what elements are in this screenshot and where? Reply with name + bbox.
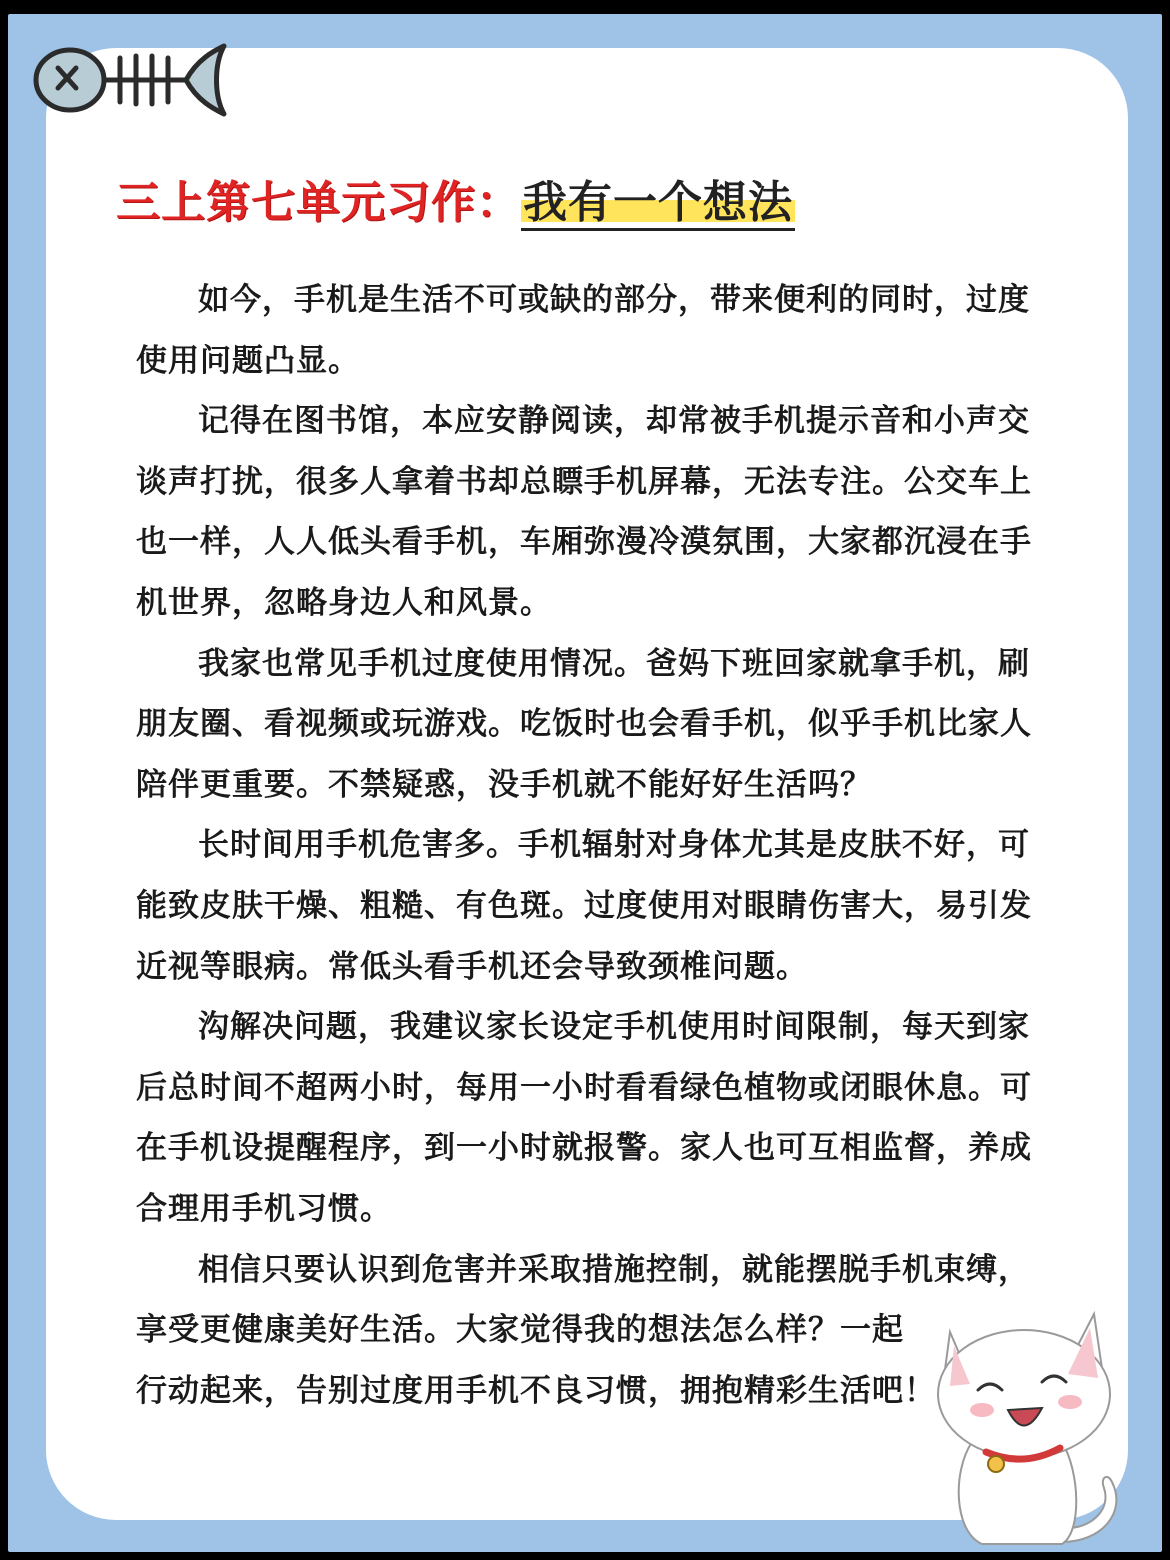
paragraph-2: 记得在图书馆，本应安静阅读，却常被手机提示音和小声交谈声打扰，很多人拿着书却总瞟手机屏幕，无法专注。公交车上也一样，人人低头看手机，车厢弥漫冷漠氛围，大家都沉浸在手机世界，忽略身边人和风景。 bbox=[136, 403, 1032, 621]
paragraph-5: 沟解决问题，我建议家长设定手机使用时间限制，每天到家后总时间不超两小时，每用一小时看看绿色植物或闭眼休息。可在手机设提醒程序，到一小时就报警。家人也可互相监督，养成合理用手机习惯。 bbox=[136, 1009, 1032, 1227]
title-highlight: 我有一个想法 bbox=[521, 177, 795, 231]
paragraph-6-line-1: 相信只要认识到危害并采取措施控制，就能摆脱手机束缚， bbox=[198, 1251, 1030, 1288]
paragraph-3: 我家也常见手机过度使用情况。爸妈下班回家就拿手机，刷朋友圈、看视频或玩游戏。吃饭时也会看手机，似乎手机比家人陪伴更重要。不禁疑惑，没手机就不能好好生活吗？ bbox=[136, 645, 1032, 803]
page-frame bbox=[8, 14, 1162, 1552]
page-title bbox=[116, 170, 795, 240]
cat-illustration bbox=[912, 1292, 1132, 1554]
paragraph-6-line-3: 行动起来，告别过度用手机不良习惯，拥抱精彩生活吧！ bbox=[136, 1372, 936, 1409]
paragraph-4: 长时间用手机危害多。手机辐射对身体尤其是皮肤不好，可能致皮肤干燥、粗糙、有色斑。过度使用对眼睛伤害大，易引发近视等眼病。常低头看手机还会导致颈椎问题。 bbox=[136, 827, 1032, 985]
title-main: 三上第七单元习作： bbox=[116, 177, 521, 228]
fishbone-icon bbox=[28, 28, 238, 128]
paragraph-1: 如今，手机是生活不可或缺的部分，带来便利的同时，过度使用问题凸显。 bbox=[136, 282, 1030, 379]
essay-body bbox=[136, 270, 1056, 1421]
paragraph-6-line-2: 享受更健康美好生活。大家觉得我的想法怎么样？一起 bbox=[136, 1312, 904, 1349]
